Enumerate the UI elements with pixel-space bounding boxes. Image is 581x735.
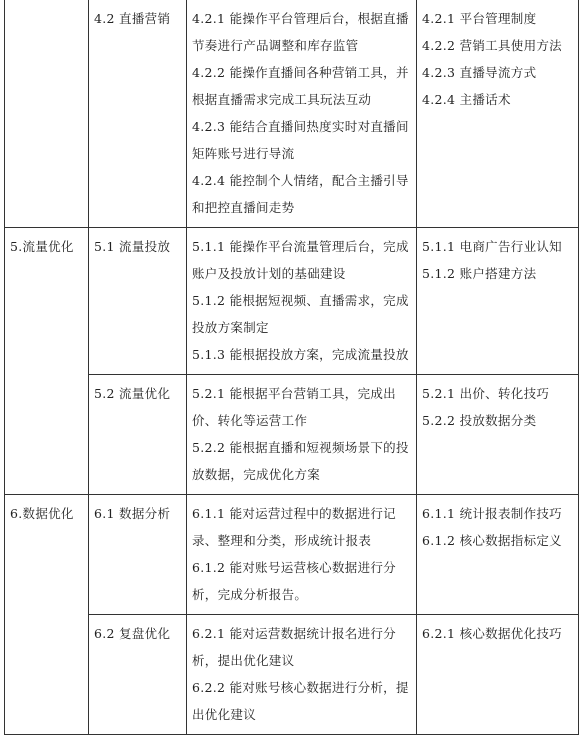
- unit-cell: [89, 495, 187, 615]
- ability-item: 5.1.3 能根据投放方案，完成流量投放: [192, 347, 409, 362]
- knowledge-item: 5.2.1 出价、转化技巧: [422, 386, 550, 401]
- table-row: [5, 375, 579, 495]
- knowledge-item: 5.1.2 账户搭建方法: [422, 266, 537, 281]
- knowledge-item: 4.2.2 营销工具使用方法: [422, 38, 562, 53]
- unit-cell: [89, 375, 187, 495]
- module-label: 5.流量优化: [10, 239, 74, 254]
- ability-item: 6.1.2 能对账号运营核心数据进行分析，完成分析报告。: [192, 560, 396, 602]
- ability-item: 5.1.1 能操作平台流量管理后台，完成账户及投放计划的基础建设: [192, 239, 409, 281]
- ability-item: 6.2.2 能对账号核心数据进行分析，提出优化建议: [192, 680, 409, 722]
- competency-table: [4, 0, 579, 735]
- knowledge-item: 4.2.4 主播话术: [422, 92, 511, 107]
- ability-item: 6.2.1 能对运营数据统计报名进行分析，提出优化建议: [192, 626, 396, 668]
- unit-label: 4.2 直播营销: [94, 11, 171, 26]
- knowledge-cell: [417, 495, 579, 615]
- ability-item: 4.2.3 能结合直播间热度实时对直播间矩阵账号进行导流: [192, 119, 409, 161]
- knowledge-item: 4.2.3 直播导流方式: [422, 65, 537, 80]
- module-cell: [5, 0, 89, 228]
- ability-item: 4.2.2 能操作直播间各种营销工具，并根据直播需求完成工具玩法互动: [192, 65, 409, 107]
- knowledge-item: 6.1.2 核心数据指标定义: [422, 533, 562, 548]
- unit-cell: [89, 615, 187, 735]
- knowledge-item: 5.1.1 电商广告行业认知: [422, 239, 562, 254]
- knowledge-item: 6.2.1 核心数据优化技巧: [422, 626, 562, 641]
- table-row: [5, 0, 579, 228]
- ability-item: 5.2.2 能根据直播和短视频场景下的投放数据，完成优化方案: [192, 440, 409, 482]
- module-cell: [5, 228, 89, 495]
- ability-item: 4.2.1 能操作平台管理后台，根据直播节奏进行产品调整和库存监管: [192, 11, 409, 53]
- ability-item: 4.2.4 能控制个人情绪，配合主播引导和把控直播间走势: [192, 173, 409, 215]
- ability-item: 6.1.1 能对运营过程中的数据进行记录、整理和分类，形成统计报表: [192, 506, 396, 548]
- ability-cell: [187, 615, 417, 735]
- ability-cell: [187, 375, 417, 495]
- knowledge-cell: [417, 375, 579, 495]
- unit-label: 5.1 流量投放: [94, 239, 171, 254]
- unit-label: 5.2 流量优化: [94, 386, 171, 401]
- module-label: 6.数据优化: [10, 506, 74, 521]
- ability-cell: [187, 495, 417, 615]
- table-row: [5, 495, 579, 615]
- ability-cell: [187, 228, 417, 375]
- knowledge-item: 4.2.1 平台管理制度: [422, 11, 537, 26]
- unit-label: 6.2 复盘优化: [94, 626, 171, 641]
- ability-cell: [187, 0, 417, 228]
- knowledge-item: 6.1.1 统计报表制作技巧: [422, 506, 562, 521]
- table-row: [5, 615, 579, 735]
- knowledge-item: 5.2.2 投放数据分类: [422, 413, 537, 428]
- table-row: [5, 228, 579, 375]
- knowledge-cell: [417, 0, 579, 228]
- unit-label: 6.1 数据分析: [94, 506, 171, 521]
- knowledge-cell: [417, 228, 579, 375]
- ability-item: 5.1.2 能根据短视频、直播需求，完成投放方案制定: [192, 293, 409, 335]
- module-cell: [5, 495, 89, 735]
- unit-cell: [89, 0, 187, 228]
- knowledge-cell: [417, 615, 579, 735]
- ability-item: 5.2.1 能根据平台营销工具，完成出价、转化等运营工作: [192, 386, 396, 428]
- unit-cell: [89, 228, 187, 375]
